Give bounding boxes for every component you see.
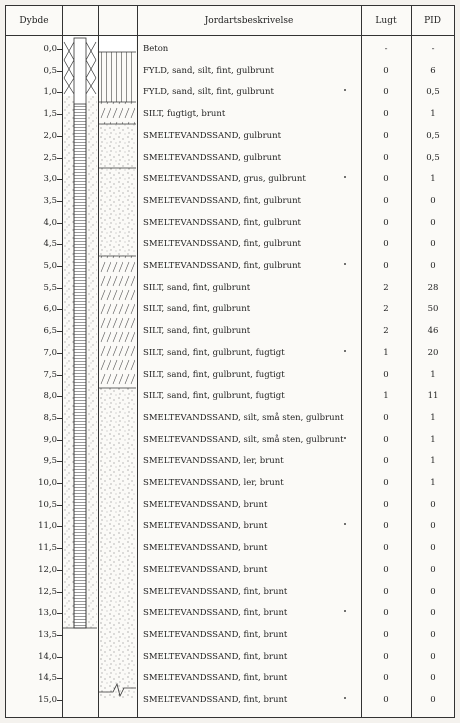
depth-tick bbox=[57, 288, 63, 289]
soil-description: SILT, sand, fint, gulbrunt, fugtigt bbox=[143, 369, 285, 380]
pid-value: 0 bbox=[430, 651, 436, 662]
soil-description: SMELTEVANDSSAND, brunt bbox=[143, 521, 268, 532]
depth-value: 14,5 bbox=[38, 673, 57, 684]
sample-marker-icon bbox=[344, 89, 346, 91]
log-row bbox=[6, 38, 454, 60]
depth-tick bbox=[57, 179, 63, 180]
depth-tick bbox=[57, 505, 63, 506]
pid-value: 1 bbox=[430, 109, 436, 120]
lugt-value: 0 bbox=[383, 87, 389, 98]
pid-value: 1 bbox=[430, 174, 436, 185]
soil-description: SMELTEVANDSSAND, fint, brunt bbox=[143, 695, 288, 705]
lugt-value: 0 bbox=[383, 478, 389, 488]
log-row bbox=[6, 81, 454, 103]
depth-tick bbox=[57, 396, 63, 397]
lugt-value: 0 bbox=[383, 608, 389, 619]
sample-marker-icon bbox=[344, 263, 346, 265]
pid-value: 0,5 bbox=[426, 87, 440, 98]
log-row bbox=[6, 255, 454, 277]
log-row bbox=[6, 342, 454, 364]
depth-tick bbox=[57, 592, 63, 593]
lugt-value: 0 bbox=[383, 65, 389, 76]
depth-value: 7,0 bbox=[43, 347, 57, 358]
log-row bbox=[6, 559, 454, 581]
soil-description: SMELTEVANDSSAND, fint, gulbrunt bbox=[143, 239, 301, 250]
depth-value: 11,5 bbox=[38, 543, 57, 554]
pid-value: 0 bbox=[430, 629, 436, 640]
log-row bbox=[6, 429, 454, 451]
depth-value: 13,5 bbox=[38, 629, 57, 640]
lugt-value: 0 bbox=[383, 217, 389, 228]
lugt-value: 0 bbox=[383, 261, 389, 271]
depth-value: 2,0 bbox=[43, 130, 57, 141]
depth-value: 2,5 bbox=[43, 152, 57, 163]
depth-tick bbox=[57, 613, 63, 614]
lugt-value: 0 bbox=[383, 543, 389, 554]
soil-description: SMELTEVANDSSAND, fint, gulbrunt bbox=[143, 195, 301, 206]
lugt-value: 0 bbox=[383, 109, 389, 120]
sample-marker-icon bbox=[344, 523, 346, 525]
sample-marker-icon bbox=[344, 610, 346, 612]
log-row bbox=[6, 646, 454, 668]
sample-marker-icon bbox=[344, 697, 346, 699]
pid-value: 6 bbox=[430, 65, 436, 76]
lugt-value: 0 bbox=[383, 499, 389, 510]
header-description: Jordartsbeskrivelse bbox=[137, 6, 361, 36]
log-row bbox=[6, 147, 454, 169]
log-row bbox=[6, 320, 454, 342]
depth-value: 3,5 bbox=[43, 195, 57, 206]
log-row bbox=[6, 602, 454, 624]
sample-marker-icon bbox=[344, 437, 346, 439]
header-depth: Dybde bbox=[6, 6, 62, 36]
depth-tick bbox=[57, 136, 63, 137]
log-row bbox=[6, 125, 454, 147]
log-row bbox=[6, 450, 454, 472]
pid-value: - bbox=[431, 44, 435, 54]
log-row bbox=[6, 233, 454, 255]
soil-description: SMELTEVANDSSAND, fint, gulbrunt bbox=[143, 217, 301, 228]
depth-value: 5,0 bbox=[43, 261, 57, 271]
depth-tick bbox=[57, 526, 63, 527]
lugt-value: 0 bbox=[383, 434, 389, 445]
pid-value: 20 bbox=[427, 347, 439, 358]
soil-description: SMELTEVANDSSAND, brunt bbox=[143, 543, 268, 554]
depth-value: 8,0 bbox=[43, 391, 57, 402]
log-row bbox=[6, 407, 454, 429]
depth-value: 10,5 bbox=[38, 499, 57, 510]
sample-marker-icon bbox=[344, 350, 346, 352]
depth-tick bbox=[57, 266, 63, 267]
pid-value: 0 bbox=[430, 695, 436, 705]
depth-value: 1,0 bbox=[43, 87, 57, 98]
pid-value: 0 bbox=[430, 586, 436, 597]
depth-tick bbox=[57, 49, 63, 50]
depth-tick bbox=[57, 440, 63, 441]
depth-value: 9,0 bbox=[43, 434, 57, 445]
lugt-value: 2 bbox=[383, 326, 389, 337]
depth-tick bbox=[57, 548, 63, 549]
depth-value: 0,5 bbox=[43, 65, 57, 76]
soil-description: SMELTEVANDSSAND, fint, gulbrunt bbox=[143, 261, 301, 271]
soil-description: SMELTEVANDSSAND, fint, brunt bbox=[143, 608, 288, 619]
log-row bbox=[6, 212, 454, 234]
header-lugt: Lugt bbox=[361, 6, 411, 36]
lugt-value: 0 bbox=[383, 651, 389, 662]
sample-marker-icon bbox=[344, 176, 346, 178]
pid-value: 0 bbox=[430, 608, 436, 619]
pid-value: 0,5 bbox=[426, 130, 440, 141]
depth-tick bbox=[57, 244, 63, 245]
pid-value: 1 bbox=[430, 434, 436, 445]
lugt-value: 0 bbox=[383, 195, 389, 206]
log-row bbox=[6, 298, 454, 320]
soil-description: SMELTEVANDSSAND, gulbrunt bbox=[143, 152, 282, 163]
depth-tick bbox=[57, 700, 63, 701]
soil-description: SILT, fugtigt, brunt bbox=[143, 109, 226, 120]
soil-description: SILT, sand, fint, gulbrunt, fugtigt bbox=[143, 347, 285, 358]
depth-tick bbox=[57, 375, 63, 376]
depth-value: 3,0 bbox=[43, 174, 57, 185]
depth-value: 13,0 bbox=[38, 608, 57, 619]
pid-value: 1 bbox=[430, 478, 436, 488]
pid-value: 50 bbox=[427, 304, 439, 315]
borehole-log-sheet bbox=[5, 5, 455, 718]
lugt-value: 0 bbox=[383, 456, 389, 467]
lugt-value: 1 bbox=[383, 347, 389, 358]
soil-description: SILT, sand, fint, gulbrunt bbox=[143, 282, 251, 293]
depth-tick bbox=[57, 114, 63, 115]
soil-description: SMELTEVANDSSAND, fint, brunt bbox=[143, 651, 288, 662]
depth-tick bbox=[57, 418, 63, 419]
lugt-value: 0 bbox=[383, 369, 389, 380]
depth-tick bbox=[57, 158, 63, 159]
pid-value: 0 bbox=[430, 195, 436, 206]
lugt-value: 2 bbox=[383, 304, 389, 315]
soil-description: SMELTEVANDSSAND, brunt bbox=[143, 499, 268, 510]
depth-value: 5,5 bbox=[43, 282, 57, 293]
log-row bbox=[6, 515, 454, 537]
pid-value: 0 bbox=[430, 217, 436, 228]
log-row bbox=[6, 190, 454, 212]
depth-tick bbox=[57, 353, 63, 354]
depth-value: 7,5 bbox=[43, 369, 57, 380]
lugt-value: 0 bbox=[383, 673, 389, 684]
depth-value: 0,0 bbox=[43, 44, 57, 54]
depth-tick bbox=[57, 483, 63, 484]
depth-value: 14,0 bbox=[38, 651, 57, 662]
lugt-value: 0 bbox=[383, 695, 389, 705]
depth-value: 1,5 bbox=[43, 109, 57, 120]
log-row bbox=[6, 168, 454, 190]
log-row bbox=[6, 60, 454, 82]
log-row bbox=[6, 667, 454, 689]
depth-value: 11,0 bbox=[38, 521, 57, 532]
log-row bbox=[6, 494, 454, 516]
lugt-value: 0 bbox=[383, 564, 389, 575]
soil-description: SMELTEVANDSSAND, ler, brunt bbox=[143, 456, 284, 467]
lugt-value: 2 bbox=[383, 282, 389, 293]
depth-tick bbox=[57, 201, 63, 202]
depth-value: 4,0 bbox=[43, 217, 57, 228]
log-row bbox=[6, 689, 454, 711]
depth-value: 10,0 bbox=[38, 478, 57, 488]
header-pid: PID bbox=[411, 6, 454, 36]
soil-description: SMELTEVANDSSAND, fint, brunt bbox=[143, 673, 288, 684]
pid-value: 0 bbox=[430, 543, 436, 554]
log-row bbox=[6, 364, 454, 386]
lugt-value: 0 bbox=[383, 130, 389, 141]
pid-value: 28 bbox=[427, 282, 439, 293]
pid-value: 0 bbox=[430, 499, 436, 510]
soil-description: SMELTEVANDSSAND, brunt bbox=[143, 564, 268, 575]
depth-tick bbox=[57, 71, 63, 72]
lugt-value: 0 bbox=[383, 239, 389, 250]
log-row bbox=[6, 277, 454, 299]
depth-tick bbox=[57, 657, 63, 658]
soil-description: SMELTEVANDSSAND, grus, gulbrunt bbox=[143, 174, 306, 185]
log-row bbox=[6, 472, 454, 494]
header-well bbox=[62, 6, 98, 36]
depth-tick bbox=[57, 678, 63, 679]
depth-value: 8,5 bbox=[43, 412, 57, 423]
soil-description: SILT, sand, fint, gulbrunt bbox=[143, 304, 251, 315]
pid-value: 0 bbox=[430, 521, 436, 532]
depth-value: 6,5 bbox=[43, 326, 57, 337]
soil-description: FYLD, sand, silt, fint, gulbrunt bbox=[143, 87, 274, 98]
pid-value: 0 bbox=[430, 261, 436, 271]
soil-description: SMELTEVANDSSAND, fint, brunt bbox=[143, 586, 288, 597]
pid-value: 1 bbox=[430, 412, 436, 423]
soil-description: SMELTEVANDSSAND, gulbrunt bbox=[143, 130, 282, 141]
depth-tick bbox=[57, 570, 63, 571]
lugt-value: 0 bbox=[383, 412, 389, 423]
lugt-value: 1 bbox=[383, 391, 389, 402]
soil-description: SMELTEVANDSSAND, silt, små sten, gulbrunt bbox=[143, 412, 344, 423]
depth-value: 4,5 bbox=[43, 239, 57, 250]
lugt-value: 0 bbox=[383, 521, 389, 532]
depth-value: 12,0 bbox=[38, 564, 57, 575]
lugt-value: 0 bbox=[383, 586, 389, 597]
pid-value: 0 bbox=[430, 564, 436, 575]
pid-value: 11 bbox=[427, 391, 439, 402]
header-lithology bbox=[98, 6, 137, 36]
lugt-value: 0 bbox=[383, 152, 389, 163]
pid-value: 0 bbox=[430, 239, 436, 250]
log-row bbox=[6, 624, 454, 646]
soil-description: SILT, sand, fint, gulbrunt, fugtigt bbox=[143, 391, 285, 402]
depth-tick bbox=[57, 309, 63, 310]
log-row bbox=[6, 385, 454, 407]
pid-value: 0,5 bbox=[426, 152, 440, 163]
depth-tick bbox=[57, 635, 63, 636]
lugt-value: - bbox=[384, 44, 388, 54]
depth-tick bbox=[57, 331, 63, 332]
depth-value: 9,5 bbox=[43, 456, 57, 467]
pid-value: 0 bbox=[430, 673, 436, 684]
depth-tick bbox=[57, 223, 63, 224]
log-row bbox=[6, 581, 454, 603]
soil-description: SMELTEVANDSSAND, fint, brunt bbox=[143, 629, 288, 640]
pid-value: 1 bbox=[430, 456, 436, 467]
lugt-value: 0 bbox=[383, 629, 389, 640]
soil-description: Beton bbox=[143, 44, 169, 54]
depth-value: 15,0 bbox=[38, 695, 57, 705]
log-row bbox=[6, 103, 454, 125]
lugt-value: 0 bbox=[383, 174, 389, 185]
soil-description: FYLD, sand, silt, fint, gulbrunt bbox=[143, 65, 274, 76]
soil-description: SMELTEVANDSSAND, ler, brunt bbox=[143, 478, 284, 488]
log-row bbox=[6, 537, 454, 559]
soil-description: SILT, sand, fint, gulbrunt bbox=[143, 326, 251, 337]
soil-description: SMELTEVANDSSAND, silt, små sten, gulbrunt bbox=[143, 434, 344, 445]
depth-value: 12,5 bbox=[38, 586, 57, 597]
pid-value: 46 bbox=[427, 326, 439, 337]
depth-tick bbox=[57, 461, 63, 462]
depth-value: 6,0 bbox=[43, 304, 57, 315]
depth-tick bbox=[57, 92, 63, 93]
pid-value: 1 bbox=[430, 369, 436, 380]
